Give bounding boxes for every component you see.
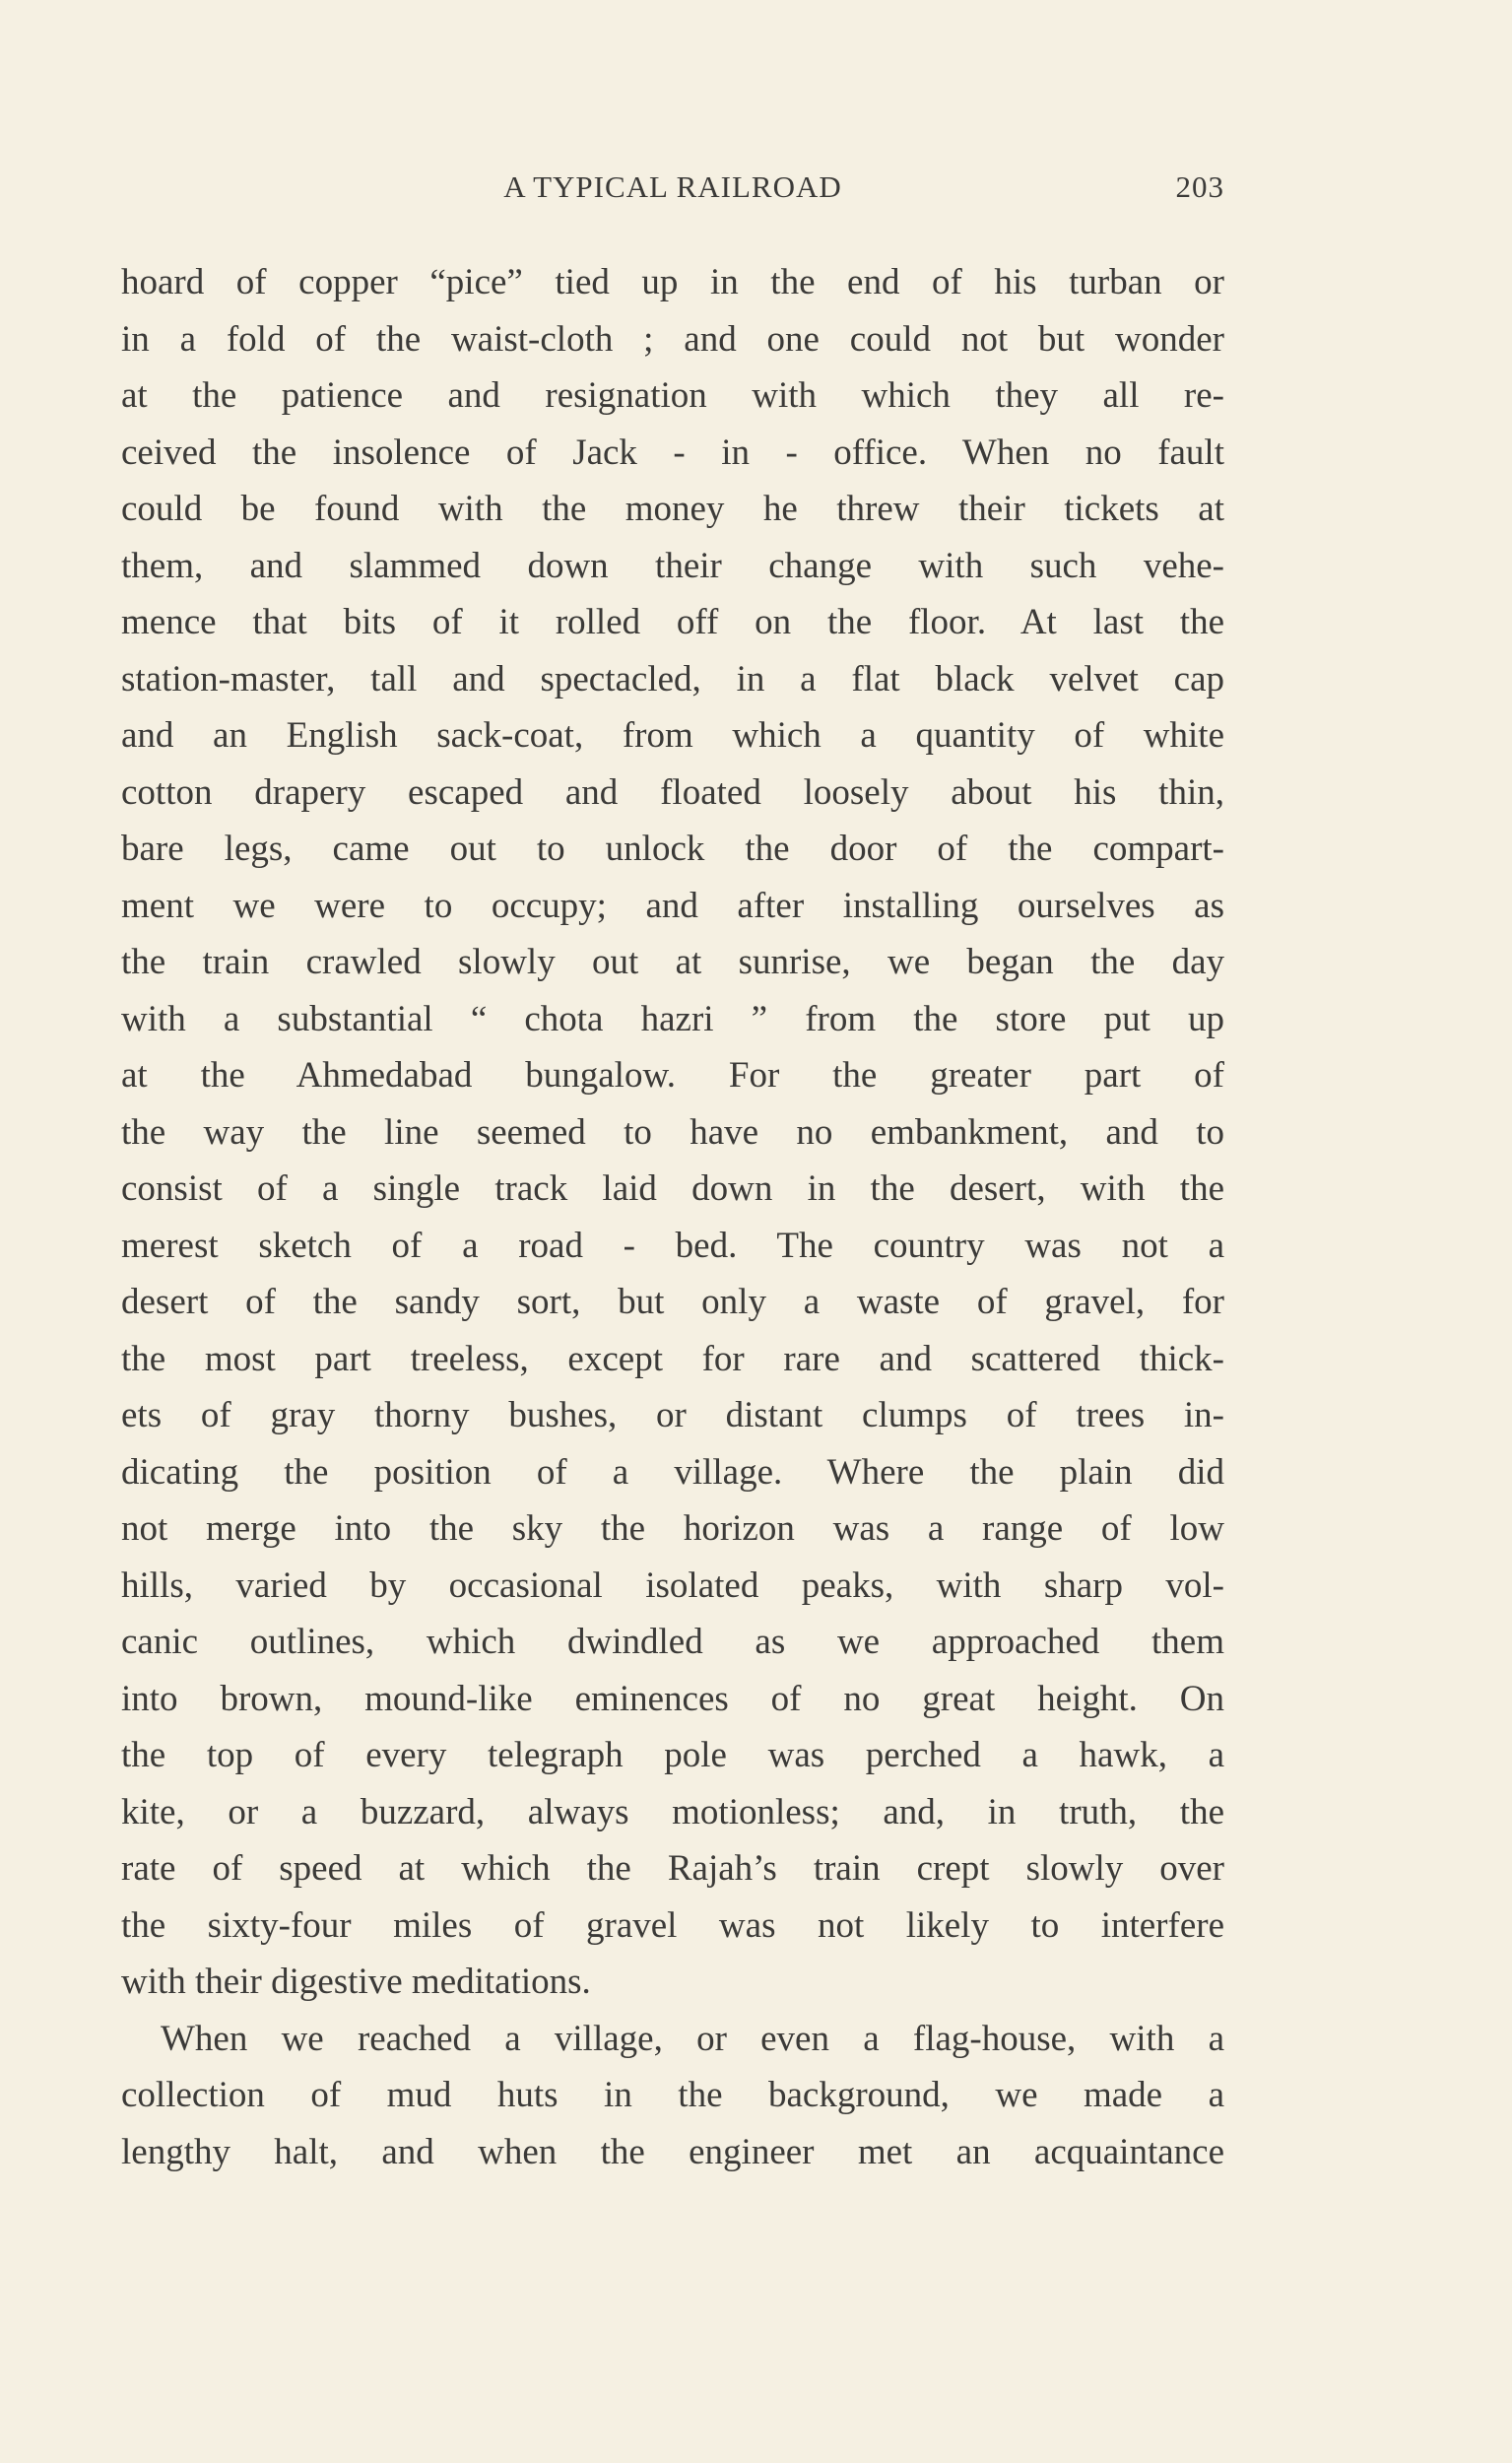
text-line: lengthy halt, and when the engineer met an acquaintance xyxy=(121,2131,1224,2172)
text-line: ets of gray thorny bushes, or distant clumps of trees in- xyxy=(121,1395,1224,1435)
text-line: rate of speed at which the Rajah’s train crept slowly over xyxy=(121,1848,1224,1889)
text-line: in a fold of the waist-cloth ; and one could not but wonder xyxy=(121,318,1224,360)
text-line: hoard of copper “pice” tied up in the end of his turban or xyxy=(121,262,1224,302)
text-line: them, and slammed down their change with such vehe- xyxy=(121,545,1224,586)
text-line: ment we were to occupy; and after installing ourselves as xyxy=(121,885,1224,926)
text-line: the most part treeless, except for rare and scattered thick- xyxy=(121,1338,1224,1379)
running-title: A TYPICAL RAILROAD xyxy=(503,169,842,204)
text-line: kite, or a buzzard, always motionless; and, in truth, the xyxy=(121,1791,1224,1832)
text-line: When we reached a village, or even a flag-house, with a xyxy=(161,2018,1224,2059)
text-line: the way the line seemed to have no embankment, and to xyxy=(121,1111,1224,1153)
paragraph xyxy=(121,2015,1224,2185)
text-line: dicating the position of a village. Where the plain did xyxy=(121,1451,1224,1493)
text-line: merest sketch of a road - bed. The country was not a xyxy=(121,1225,1224,1266)
text-line: the sixty-four miles of gravel was not likely to interfere xyxy=(121,1904,1224,1946)
text-line: consist of a single track laid down in the desert, with the xyxy=(121,1168,1224,1209)
text-line: into brown, mound-like eminences of no great height. On xyxy=(121,1678,1224,1719)
text-line: and an English sack-coat, from which a quantity of white xyxy=(121,715,1224,756)
page-header xyxy=(121,169,1224,213)
text-line: not merge into the sky the horizon was a range of low xyxy=(121,1508,1224,1549)
text-line: at the patience and resignation with which they all re- xyxy=(121,375,1224,416)
page-number: 203 xyxy=(1175,169,1224,204)
text-line: station-master, tall and spectacled, in a flat black velvet cap xyxy=(121,658,1224,699)
text-line: could be found with the money he threw their tickets at xyxy=(121,489,1224,529)
text-line: ceived the insolence of Jack - in - office. When no fault xyxy=(121,432,1224,473)
text-line: with a substantial “ chota hazri ” from the store put up xyxy=(121,998,1224,1039)
body-text xyxy=(121,258,1224,2184)
text-line: with their digestive meditations. xyxy=(121,1962,591,2002)
text-line: hills, varied by occasional isolated peaks, with sharp vol- xyxy=(121,1564,1224,1606)
text-line: mence that bits of it rolled off on the floor. At last the xyxy=(121,602,1224,642)
text-line: desert of the sandy sort, but only a waste of gravel, for xyxy=(121,1282,1224,1322)
text-line: bare legs, came out to unlock the door of the compart- xyxy=(121,829,1224,869)
text-line: canic outlines, which dwindled as we approached them xyxy=(121,1622,1224,1662)
text-line: cotton drapery escaped and floated loosely about his thin, xyxy=(121,771,1224,813)
text-line: the train crawled slowly out at sunrise, we began the day xyxy=(121,942,1224,982)
paragraph xyxy=(121,258,1224,2015)
text-line: at the Ahmedabad bungalow. For the greater part of xyxy=(121,1055,1224,1096)
text-line: the top of every telegraph pole was perched a hawk, a xyxy=(121,1735,1224,1775)
text-line: collection of mud huts in the background, we made a xyxy=(121,2075,1224,2115)
